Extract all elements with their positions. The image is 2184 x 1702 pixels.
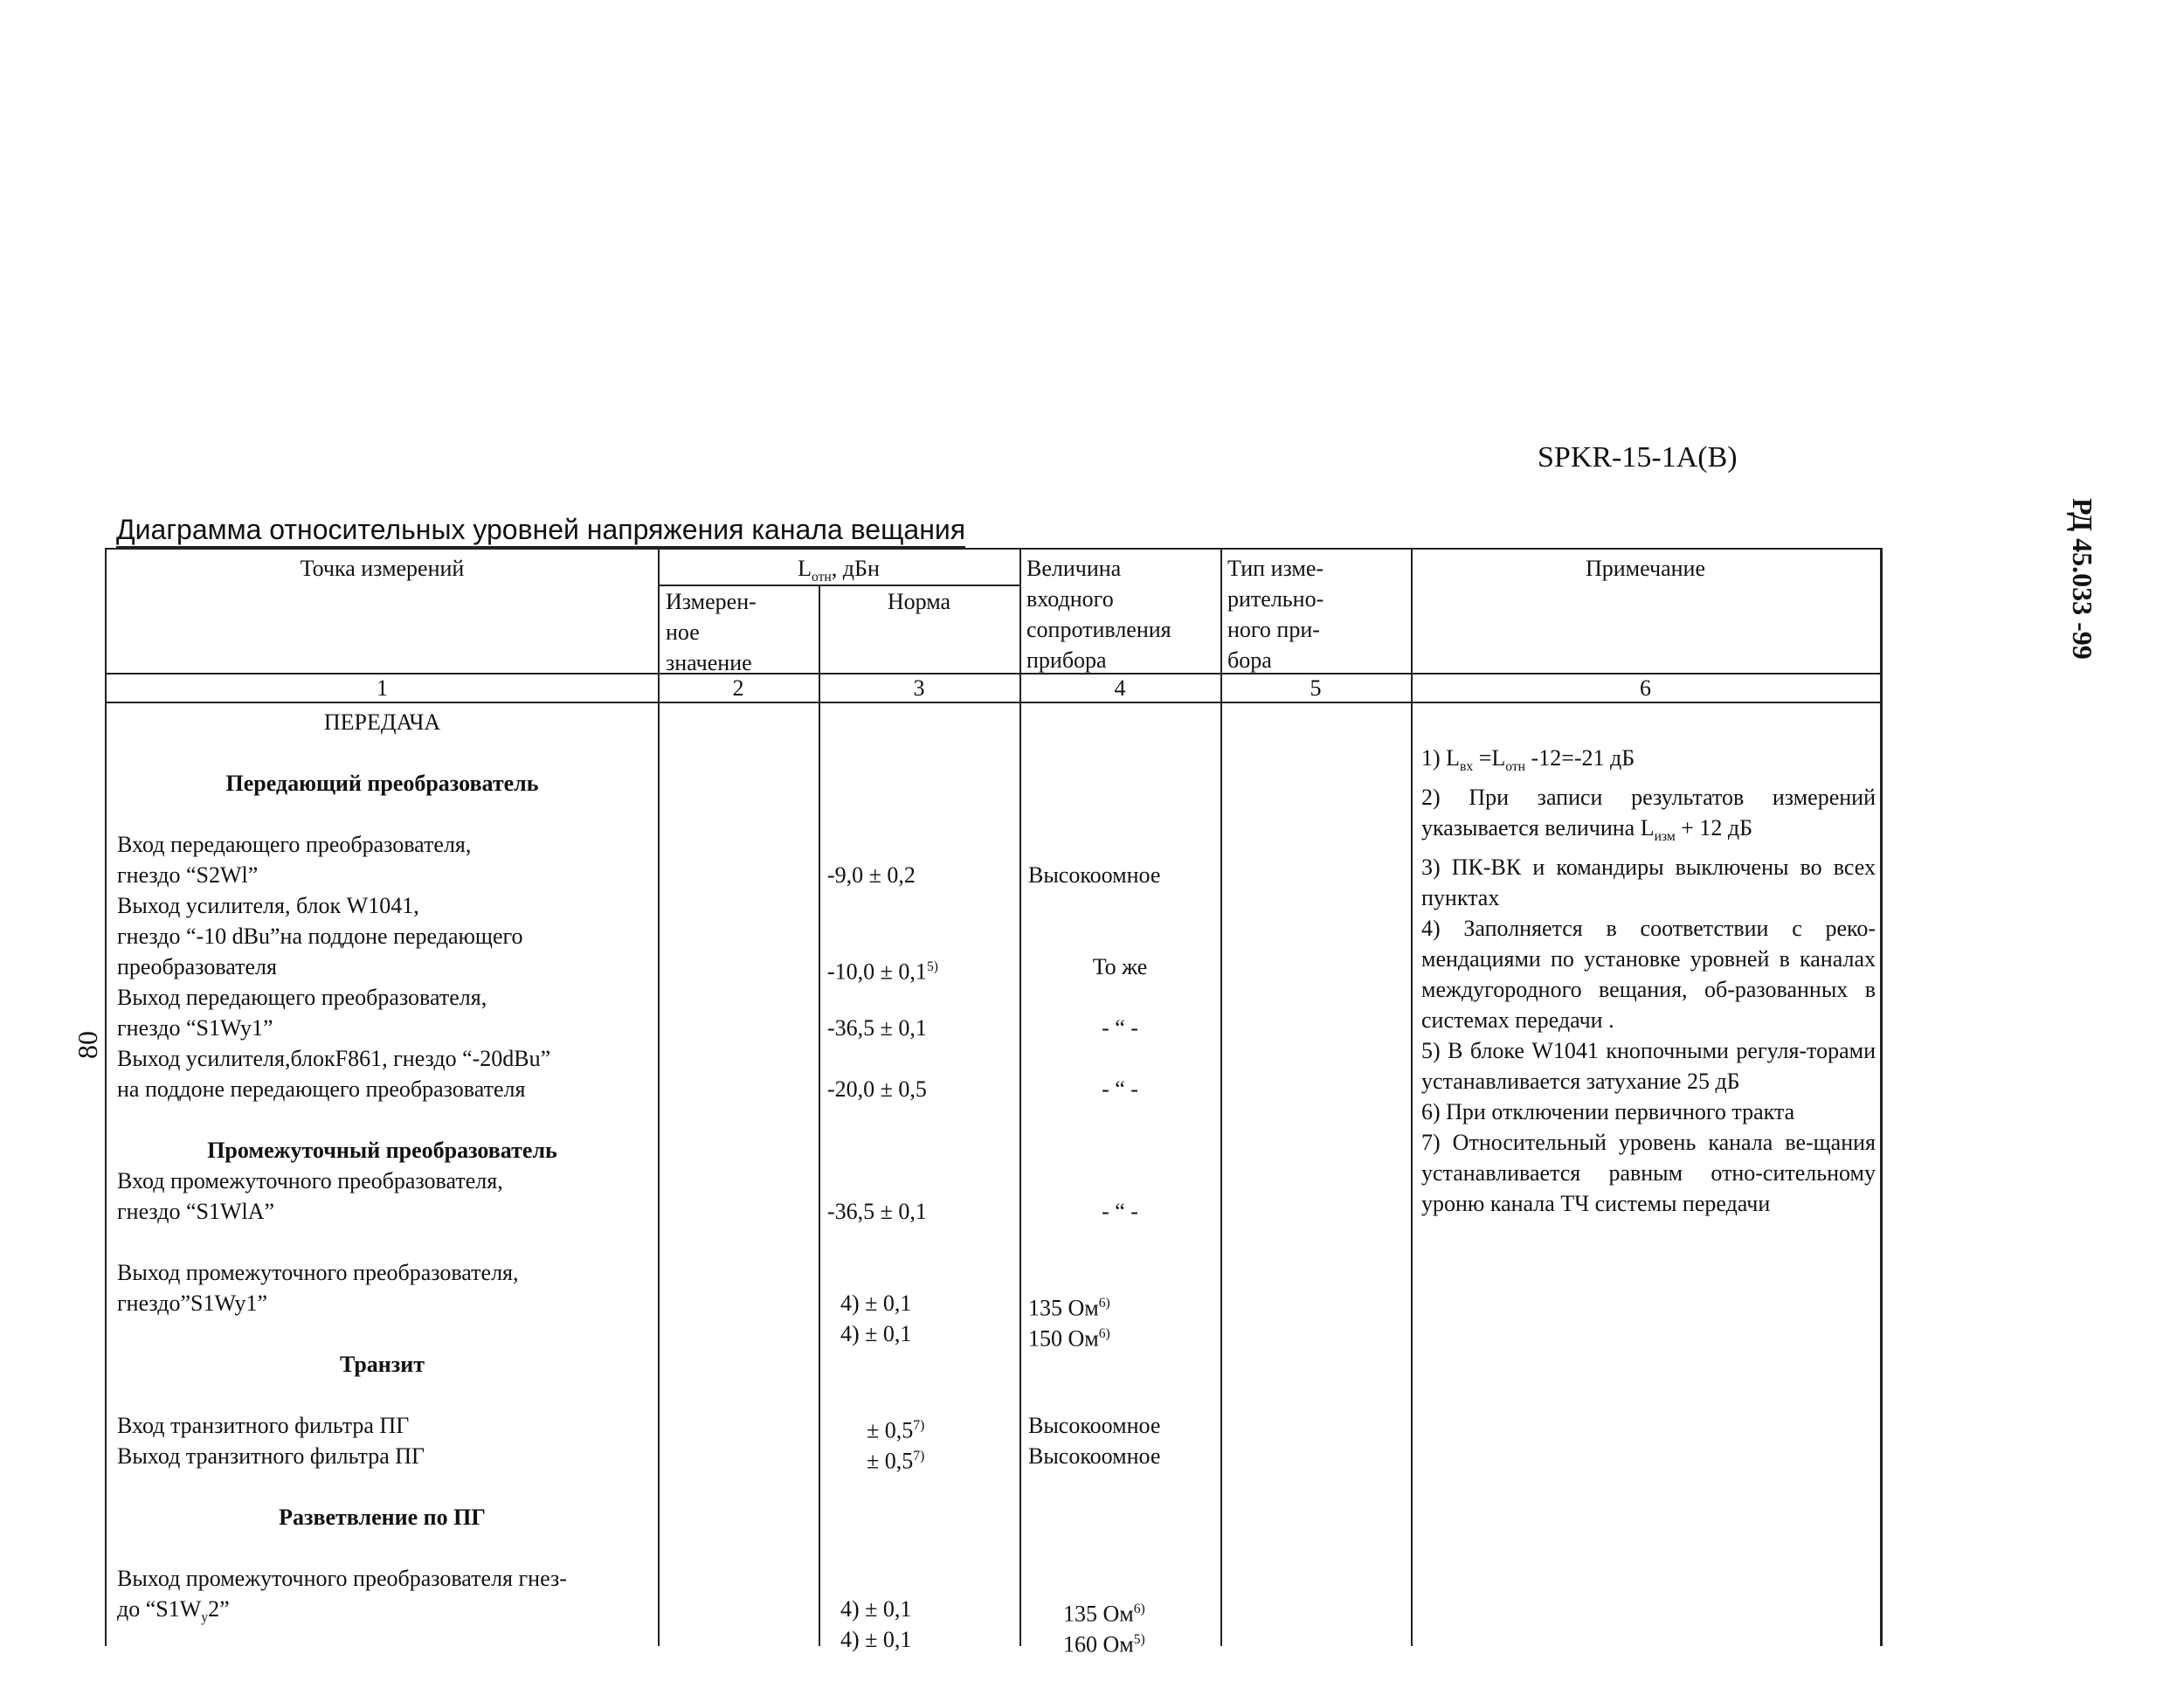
- col-divider: [1220, 550, 1222, 1646]
- norm-value: 4) ± 0,1: [840, 1627, 912, 1652]
- impedance-value: 160 $Ом^{5)}$: [1063, 1631, 1145, 1657]
- header-measurement-point: Точка измерений: [300, 556, 465, 581]
- header-note: Примечание: [1585, 556, 1706, 581]
- impedance-value: Высокоомное: [1028, 1413, 1161, 1438]
- col-number: 5: [1310, 675, 1322, 701]
- impedance-value: То же: [1092, 954, 1148, 979]
- levels-table: [105, 548, 1883, 1657]
- point-label: Выход передающего преобразователя,: [117, 985, 487, 1010]
- impedance-value: - “ -: [1102, 1015, 1138, 1041]
- subsection-heading: Промежуточный преобразователь: [207, 1138, 557, 1163]
- header-input-impedance: Величина входного сопротивления прибора: [1026, 556, 1171, 673]
- section-heading: ПЕРЕДАЧА: [323, 709, 441, 735]
- point-label: Выход усилителя, блок W1041,: [117, 893, 419, 918]
- impedance-value: - “ -: [1102, 1199, 1138, 1224]
- norm-value: -20,0 ± 0,5: [827, 1076, 927, 1102]
- norm-value: 4) ± 0,1: [840, 1321, 912, 1346]
- table-title: Диаграмма относительных уровней напряжения канала вещания: [116, 514, 965, 548]
- col-number: 4: [1114, 675, 1126, 701]
- impedance-value: 150 $Ом^{6)}$: [1028, 1325, 1110, 1352]
- point-label: преобразователя: [117, 954, 277, 979]
- point-label: гнездо “S1Wy1”: [117, 1015, 273, 1041]
- norm-value: $-10,0 \pm 0,1^{5)}$: [827, 958, 938, 985]
- subsection-heading: Разветвление по ПГ: [279, 1505, 486, 1530]
- header-instrument-type: Тип изме- рительно- ного при- бора: [1227, 556, 1324, 673]
- note-item: 7) Относительный уровень канала ве-щания устанавливается равным отно-сительному уроню канала ТЧ системы передачи: [1421, 1130, 1876, 1217]
- note-item: 1) $L_{вх} =L_{отн}$ -12=-21 дБ: [1421, 745, 1635, 775]
- standard-code: РД 45.033 -99: [2067, 498, 2098, 660]
- norm-value: 4) ± 0,1: [840, 1596, 912, 1622]
- point-label: Выход промежуточного преобразователя гнез-: [117, 1566, 567, 1591]
- header-measured-value: Измерен- ное значение: [666, 589, 757, 675]
- point-label: на поддоне передающего преобразователя: [117, 1076, 526, 1102]
- point-label: Выход промежуточного преобразователя,: [117, 1260, 519, 1285]
- note-item: 5) В блоке W1041 кнопочными регуля-торами устанавливается затухание 25 дБ: [1421, 1038, 1876, 1095]
- header-norm: Норма: [887, 589, 951, 614]
- impedance-value: Высокоомное: [1028, 1443, 1161, 1469]
- col-divider: [1411, 550, 1413, 1646]
- point-label: Вход транзитного фильтра ПГ: [117, 1413, 410, 1438]
- norm-value: 4) ± 0,1: [840, 1290, 912, 1316]
- norm-value: -9,0 ± 0,2: [827, 862, 916, 888]
- col-divider: [658, 550, 660, 1646]
- point-label: до “$S1W_y2$”: [117, 1596, 230, 1626]
- subsection-heading: Транзит: [340, 1352, 425, 1377]
- col-number: 1: [377, 675, 388, 701]
- col-number: 2: [732, 675, 744, 701]
- point-label: Выход усилителя,блокF861, гнездо “-20dBu”: [117, 1046, 551, 1071]
- impedance-value: 135 $Ом^{6)}$: [1063, 1601, 1145, 1627]
- impedance-value: 135 $Ом^{6)}$: [1028, 1295, 1110, 1321]
- point-label: Вход передающего преобразователя,: [117, 832, 472, 857]
- point-label: гнездо “S2Wl”: [117, 862, 259, 888]
- note-item: 3) ПК-ВК и командиры выключены во всех пунктах: [1421, 854, 1876, 911]
- norm-value: -36,5 ± 0,1: [827, 1015, 927, 1041]
- subsection-heading: Передающий преобразователь: [225, 771, 539, 796]
- document-code: SPKR-15-1A(B): [1538, 441, 1738, 474]
- col-number: 3: [913, 675, 925, 701]
- point-label: гнездо”S1Wy1”: [117, 1290, 267, 1316]
- header-level: $L_{отн}$, дБн: [798, 556, 880, 585]
- norm-value: ± $0,5^{7)}$: [867, 1448, 925, 1474]
- norm-value: -36,5 ± 0,1: [827, 1199, 927, 1224]
- note-item: 2) При записи результатов измерений указывается величина $L_{изм} + 12$ дБ: [1421, 785, 1876, 845]
- point-label: Выход транзитного фильтра ПГ: [117, 1443, 425, 1469]
- point-label: гнездо “-10 dBu”на поддоне передающего: [117, 924, 523, 949]
- note-item: 6) При отключении первичного тракта: [1421, 1099, 1795, 1125]
- norm-value: ± $0,5^{7)}$: [867, 1417, 925, 1443]
- notes-column: [1421, 743, 1876, 1219]
- note-item: 4) Заполняется в соответствии с реко-мендациями по установке уровней в каналах междугородного вещания, об-разованных в системах передачи .: [1421, 916, 1876, 1034]
- impedance-value: Высокоомное: [1028, 862, 1161, 888]
- page-number: 80: [72, 1031, 103, 1059]
- col-number: 6: [1640, 675, 1651, 701]
- impedance-value: - “ -: [1102, 1076, 1138, 1102]
- col-divider: [819, 586, 820, 1646]
- point-label: гнездо “S1WlA”: [117, 1199, 275, 1224]
- point-label: Вход промежуточного преобразователя,: [117, 1168, 503, 1193]
